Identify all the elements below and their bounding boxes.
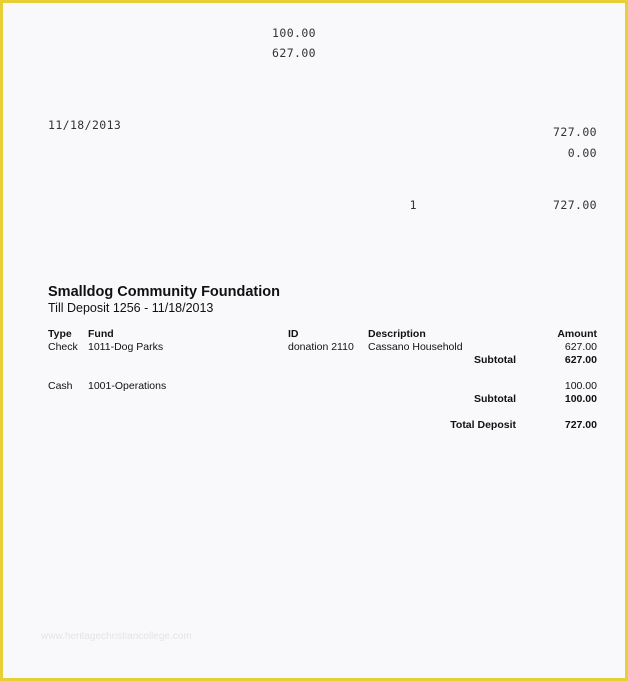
row-type: Check <box>48 341 78 353</box>
printout-total-repeat: 727.00 <box>553 198 597 212</box>
total-deposit-amount: 727.00 <box>564 419 597 431</box>
row-description: Cassano Household <box>368 341 463 353</box>
row-fund: 1011-Dog Parks <box>88 341 164 353</box>
col-header-type: Type <box>48 328 72 340</box>
subtotal-amount: 100.00 <box>564 393 597 405</box>
report-subtitle: Till Deposit 1256 - 11/18/2013 <box>48 301 214 315</box>
col-header-amount: Amount <box>557 328 597 340</box>
top-amount-2: 627.00 <box>272 46 316 60</box>
row-amount: 627.00 <box>564 341 597 353</box>
subtotal-label: Subtotal <box>474 354 516 366</box>
watermark: www.heritagechristiancollege.com <box>41 631 192 642</box>
printout-count: 1 <box>409 198 417 212</box>
col-header-fund: Fund <box>88 328 114 340</box>
printout-total: 727.00 <box>553 125 597 139</box>
row-type: Cash <box>48 380 73 392</box>
subtotal-amount: 627.00 <box>564 354 597 366</box>
row-fund: 1001-Operations <box>88 380 167 392</box>
col-header-id: ID <box>288 328 299 340</box>
printout-zero: 0.00 <box>567 146 597 160</box>
org-name: Smalldog Community Foundation <box>48 284 280 300</box>
total-deposit-label: Total Deposit <box>450 419 516 431</box>
subtotal-label: Subtotal <box>474 393 516 405</box>
top-amount-1: 100.00 <box>272 26 316 40</box>
col-header-description: Description <box>368 328 426 340</box>
row-id: donation 2110 <box>288 341 354 353</box>
row-amount: 100.00 <box>564 380 597 392</box>
printout-date: 11/18/2013 <box>48 118 122 132</box>
